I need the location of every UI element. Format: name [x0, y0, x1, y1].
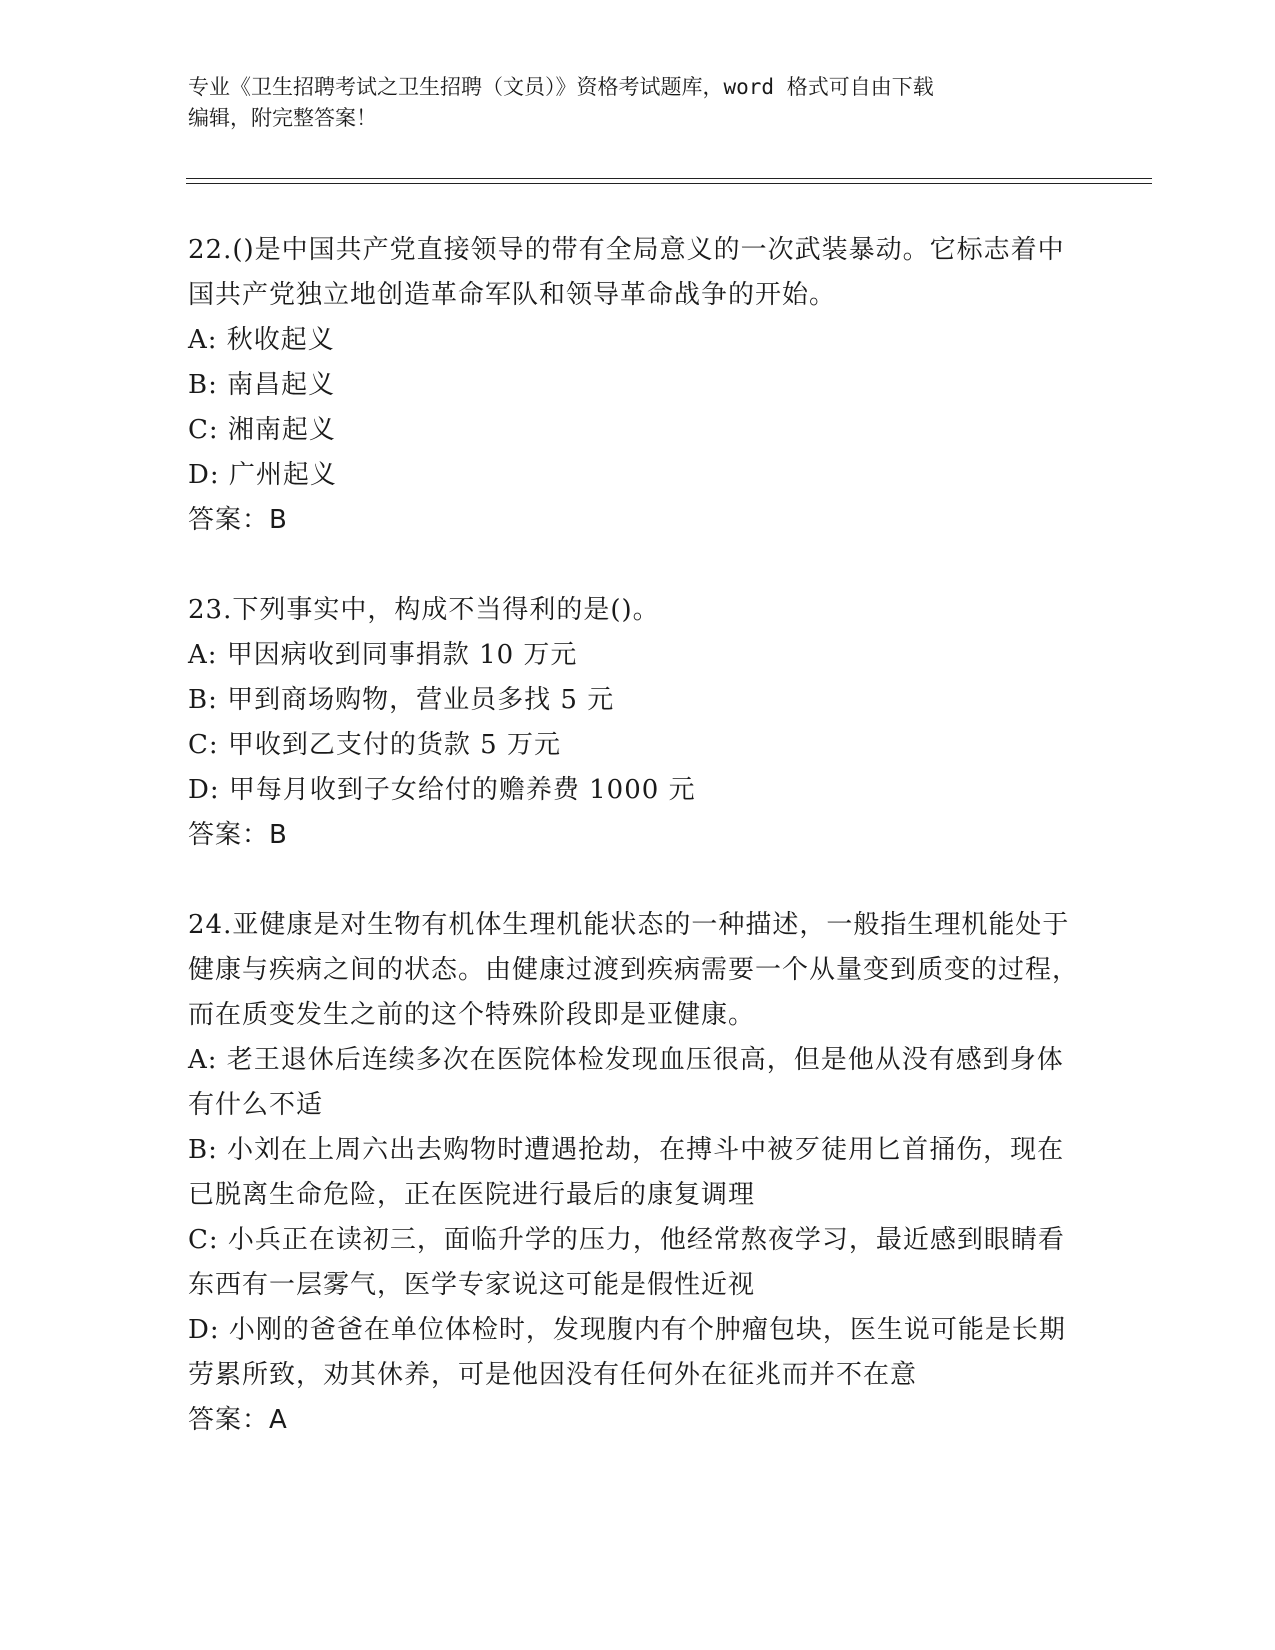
option-c: C: 甲收到乙支付的货款 5 万元 — [188, 730, 561, 760]
option-a: A: 老王退休后连续多次在医院体检发现血压很高，但是他从没有感到身体有什么不适 — [188, 1045, 1064, 1120]
option-b: B: 南昌起义 — [188, 370, 336, 400]
question-list — [188, 228, 1088, 1488]
answer-label: 答案：B — [188, 505, 288, 535]
document-header — [188, 72, 1088, 134]
option-a: A: 秋收起义 — [188, 325, 335, 355]
option-c: C: 湘南起义 — [188, 415, 336, 445]
option-c: C: 小兵正在读初三，面临升学的压力，他经常熬夜学习，最近感到眼睛看东西有一层雾气，医学专家说这可能是假性近视 — [188, 1225, 1065, 1300]
question-24 — [188, 903, 1088, 1443]
option-b: B: 甲到商场购物，营业员多找 5 元 — [188, 685, 615, 715]
question-22 — [188, 228, 1088, 543]
question-stem: 24.亚健康是对生物有机体生理机能状态的一种描述，一般指生理机能处于健康与疾病之间的状态。由健康过渡到疾病需要一个从量变到质变的过程，而在质变发生之前的这个特殊阶段即是亚健康。 — [188, 910, 1080, 1030]
option-d: D: 广州起义 — [188, 460, 337, 490]
header-divider-top — [186, 178, 1152, 179]
option-d: D: 小刚的爸爸在单位体检时，发现腹内有个肿瘤包块，医生说可能是长期劳累所致，劝其休养，可是他因没有任何外在征兆而并不在意 — [188, 1315, 1066, 1390]
answer-label: 答案：A — [188, 1405, 288, 1435]
answer-label: 答案：B — [188, 820, 288, 850]
header-line-2: 编辑，附完整答案！ — [188, 106, 377, 130]
option-d: D: 甲每月收到子女给付的赡养费 1000 元 — [188, 775, 696, 805]
question-stem: 22.()是中国共产党直接领导的带有全局意义的一次武装暴动。它标志着中国共产党独立地创造革命军队和领导革命战争的开始。 — [188, 235, 1065, 310]
header-line-1: 专业《卫生招聘考试之卫生招聘（文员）》资格考试题库，word 格式可自由下载 — [188, 75, 934, 99]
option-a: A: 甲因病收到同事捐款 10 万元 — [188, 640, 578, 670]
question-stem: 23.下列事实中，构成不当得利的是()。 — [188, 595, 660, 625]
header-divider-bottom — [186, 183, 1152, 184]
option-b: B: 小刘在上周六出去购物时遭遇抢劫，在搏斗中被歹徒用匕首捅伤，现在已脱离生命危险，正在医院进行最后的康复调理 — [188, 1135, 1065, 1210]
question-23 — [188, 588, 1088, 858]
